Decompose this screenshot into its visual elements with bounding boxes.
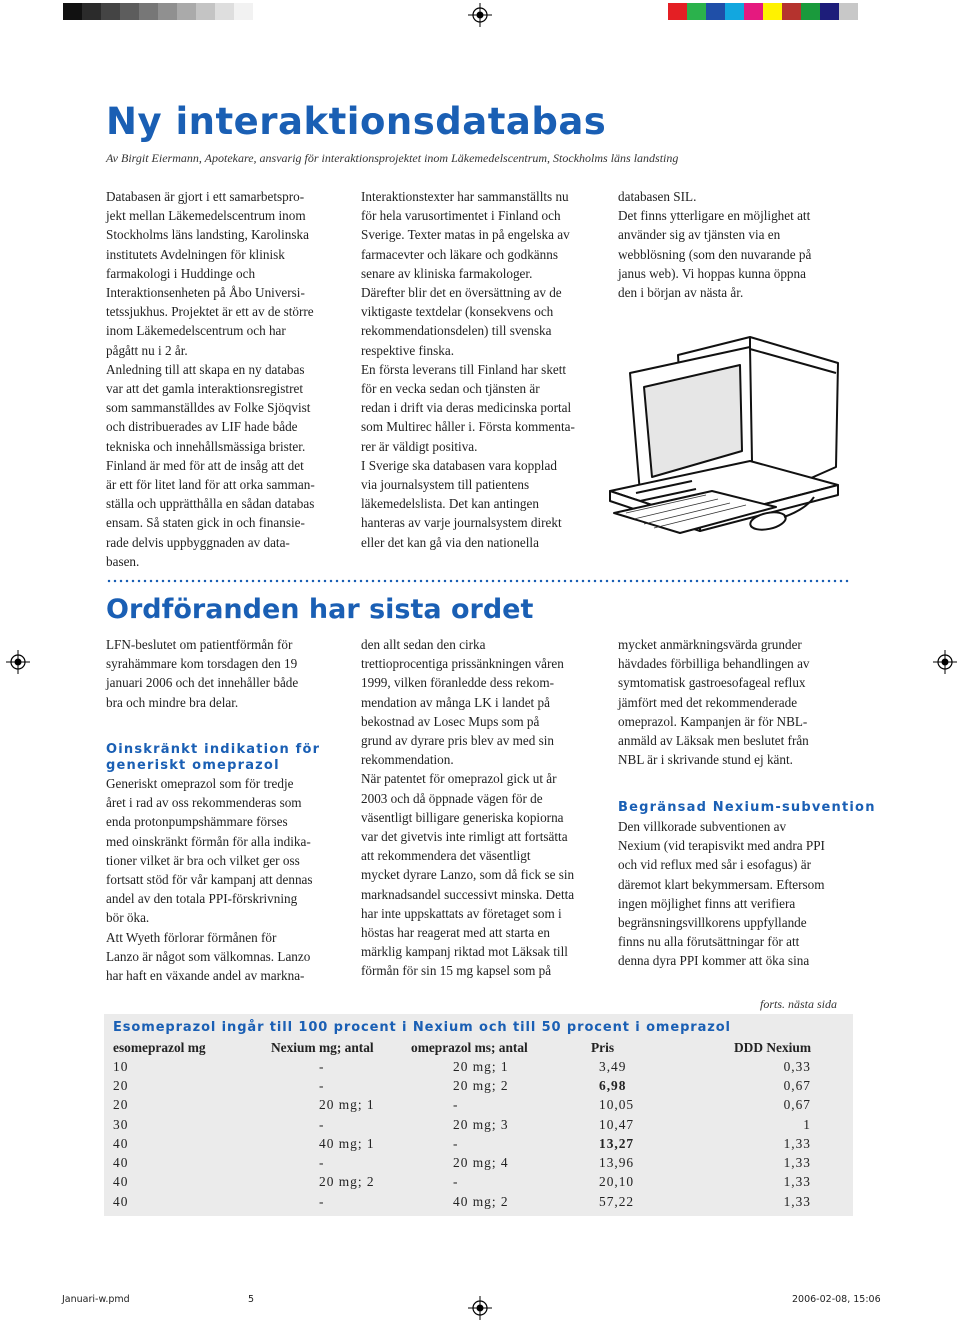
table-cell: 13,27	[599, 1135, 635, 1151]
table-cell: -	[319, 1077, 325, 1093]
text-line: Generiskt omeprazol som för tredje	[106, 776, 294, 791]
table-row	[113, 1115, 811, 1134]
text-line: respektive finska.	[361, 342, 455, 358]
table-cell: 10,47	[599, 1116, 635, 1132]
table-cell: -	[319, 1058, 325, 1074]
table-cell: -	[453, 1135, 459, 1151]
text-line: viktigaste textdelar (konsekvens och	[361, 304, 554, 320]
article2-column-3	[618, 635, 858, 769]
column-header: DDD Nexium	[734, 1039, 811, 1055]
table-cell: 20	[113, 1077, 129, 1093]
text-line: tekniska och innehållsmässiga brister.	[106, 438, 306, 454]
text-line: höstas har reagerat med att starta en	[361, 925, 550, 941]
text-line: mycket dyrare Lanzo, som då fick se sin	[361, 867, 575, 883]
table-cell: 0,67	[783, 1077, 811, 1093]
text-line: rade delvis uppbyggnaden av data-	[106, 534, 290, 550]
table-cell: 10,05	[599, 1097, 635, 1113]
text-line: hävdades förbilliga behandlingen av	[618, 656, 810, 672]
table-cell: 40	[113, 1174, 129, 1190]
text-line: är ett för litet land för att orka samman-	[106, 477, 315, 493]
table-cell: 0,33	[783, 1058, 811, 1074]
text-line: finns nu alla förutsättningar för att	[618, 934, 800, 950]
table-cell: 0,67	[783, 1097, 811, 1113]
text-line: har haft en växande andel av markna-	[106, 968, 305, 984]
text-line: När patentet för omeprazol gick ut år	[361, 771, 557, 787]
table-cell: 1,33	[783, 1135, 811, 1151]
text-line: Anledning till att skapa en ny databas	[106, 361, 305, 377]
text-line: LFN-beslutet om patientförmån för	[106, 637, 293, 652]
table-cell: 6,98	[599, 1077, 627, 1093]
text-line: den allt sedan den cirka	[361, 637, 486, 652]
column-header: Nexium mg; antal	[271, 1039, 374, 1055]
article-column-2	[361, 187, 606, 552]
text-line: janus web). Vi hoppas kunna öppna	[618, 265, 806, 281]
text-line: senare av kliniska farmakologer.	[361, 265, 533, 281]
table-cell: 20 mg; 3	[453, 1116, 509, 1132]
text-line: pågått nu i 2 år.	[106, 342, 188, 358]
text-line: webblösning (som den nuvarande på	[618, 246, 812, 262]
text-line: begränsningsvillkorens uppfyllande	[618, 915, 807, 931]
table-cell: 20 mg; 1	[453, 1058, 509, 1074]
text-line: omeprazol. Kampanjen är för NBL-	[618, 713, 808, 729]
text-line: förmån för sin 15 mg kapsel som på	[361, 963, 552, 979]
table-cell: 40	[113, 1135, 129, 1151]
text-line: mycket anmärkningsvärda grunder	[618, 637, 802, 652]
table-cell: 3,49	[599, 1058, 627, 1074]
text-line: enda protonpumpshämmare förses	[106, 814, 288, 830]
text-line: Stockholms läns landsting, Karolinska	[106, 227, 309, 243]
text-line: och vid reflux med sår i esofagus) är	[618, 857, 811, 873]
article-column-1	[106, 187, 351, 571]
text-line: trettioprocentiga prissänkningen våren	[361, 656, 564, 672]
footer-filename: Januari-w.pmd	[62, 1294, 130, 1305]
article2-column-3-body	[618, 817, 858, 971]
table-row	[113, 1076, 811, 1095]
table-cell: 40 mg; 1	[319, 1135, 375, 1151]
text-line: Interaktionsenheten på Åbo Universi-	[106, 285, 305, 301]
text-line: eller det kan gå via den nationella	[361, 534, 539, 550]
text-line: fortsatt stöd för vår kampanj att dennas	[106, 872, 313, 888]
table-cell: 20 mg; 1	[319, 1097, 375, 1113]
text-line: bör öka.	[106, 910, 150, 926]
table-cell: 1	[803, 1116, 811, 1132]
text-line: via journalsystem till patientens	[361, 477, 530, 493]
article-byline: Av Birgit Eiermann, Apotekare, ansvarig för interaktionsprojektet inom Läkemedelscentrum, Stockholms läns landsting	[106, 151, 679, 165]
text-line: andel av den totala PPI-förskrivning	[106, 891, 298, 907]
table-cell: 57,22	[599, 1193, 635, 1209]
table-cell: -	[453, 1097, 459, 1113]
table-cell: 40 mg; 2	[453, 1193, 509, 1209]
text-line: för en vecka sedan och tjänsten är	[361, 381, 540, 397]
text-line: som Multirec håller i. Första kommenta-	[361, 419, 575, 435]
text-line: bra och mindre bra delar.	[106, 694, 239, 710]
text-line: var att det gamla interaktionsregistret	[106, 381, 304, 397]
price-table	[113, 1038, 811, 1211]
text-line: jämfört med det rekommenderade	[618, 694, 798, 710]
text-line: redan i drift via deras medicinska portal	[361, 400, 572, 416]
text-line: ensam. Så staten gick in och finansie-	[106, 515, 305, 531]
column-header: esomeprazol mg	[113, 1039, 206, 1055]
text-line: anmäld av Läksak men beslutet från	[618, 733, 809, 749]
text-line: I Sverige ska databasen vara kopplad	[361, 457, 557, 473]
table-row	[113, 1057, 811, 1076]
text-line: denna dyra PPI kommer att öka sina	[618, 953, 810, 969]
text-line: väsentligt billigare generiska kopiorna	[361, 809, 564, 825]
text-line: Finland är med för att de insåg att det	[106, 457, 304, 473]
text-line: Att Wyeth förlorar förmånen för	[106, 929, 277, 945]
table-caption: Esomeprazol ingår till 100 procent i Nexium och till 50 procent i omeprazol	[113, 1020, 731, 1035]
text-line: den i början av nästa år.	[618, 285, 744, 301]
text-line: rekommendation.	[361, 752, 454, 768]
registration-mark-icon	[6, 650, 30, 674]
text-line: som sammanställdes av Folke Sjöqvist	[106, 400, 311, 416]
text-line: institutets Avdelningen för klinisk	[106, 246, 285, 262]
footer-timestamp: 2006-02-08, 15:06	[792, 1294, 881, 1305]
text-line: Det finns ytterligare en möjlighet att	[618, 208, 811, 224]
column-header: omeprazol ms; antal	[411, 1039, 528, 1055]
text-line: 1999, vilken föranledde dess rekom-	[361, 675, 554, 691]
text-line: läkemedelslista. Det kan antingen	[361, 496, 539, 512]
text-line: Interaktionstexter har sammanställts nu	[361, 189, 569, 204]
table-cell: 30	[113, 1116, 129, 1132]
table-cell: 20,10	[599, 1174, 635, 1190]
subheading-line: Oinskränkt indikation för	[106, 742, 321, 757]
table-row	[113, 1134, 811, 1153]
text-line: Databasen är gjort i ett samarbetspro-	[106, 189, 305, 204]
text-line: bekostnad av Losec Mups som på	[361, 713, 540, 729]
text-line: Den villkorade subventionen av	[618, 819, 787, 834]
table-cell: 20 mg; 2	[319, 1174, 375, 1190]
grayscale-bar	[63, 3, 253, 20]
article2-column-1	[106, 635, 351, 712]
table-cell: 1,33	[783, 1155, 811, 1171]
subheading: Begränsad Nexium-subvention	[618, 800, 876, 815]
text-line: med oinskränkt förmån för alla indika-	[106, 833, 311, 849]
table-cell: 10	[113, 1058, 129, 1074]
table-header-row	[113, 1038, 811, 1057]
table-cell: -	[319, 1193, 325, 1209]
text-line: syrahämmare kom torsdagen den 19	[106, 656, 298, 672]
table-cell: -	[453, 1174, 459, 1190]
subheading-line: generiskt omeprazol	[106, 758, 280, 773]
column-header: Pris	[591, 1039, 615, 1055]
text-line: symtomatisk gastroesofageal reflux	[618, 675, 806, 691]
article2-column-1-body	[106, 774, 351, 985]
text-line: januari 2006 och det innehåller både	[106, 675, 299, 691]
footer-page-number: 5	[248, 1294, 255, 1305]
text-line: Lanzo är något som välkomnas. Lanzo	[106, 948, 311, 964]
text-line: Därefter blir det en översättning av de	[361, 285, 562, 301]
table-cell: 40	[113, 1155, 129, 1171]
text-line: Nexium (vid terapisvikt med andra PPI	[618, 838, 825, 854]
text-line: använder sig av tjänsten via en	[618, 227, 781, 243]
text-line: var det givetvis inte rimligt att fortsätta	[361, 829, 568, 845]
text-line: En första leverans till Finland har skett	[361, 361, 567, 377]
text-line: inom Läkemedelscentrum och har	[106, 323, 286, 339]
text-line: märklig kampanj riktad mot Läksak till	[361, 944, 568, 960]
table-row	[113, 1153, 811, 1172]
text-line: och distribuerades av LIF hade både	[106, 419, 298, 435]
text-line: grund av dyrare pris blev av med sin	[361, 733, 554, 749]
text-line: farmacevter och läkare och godkänns	[361, 246, 558, 262]
text-line: rekommendationsdelen) till svenska	[361, 323, 552, 339]
article-column-3	[618, 187, 858, 302]
text-line: mendation av många LK i landet på	[361, 694, 550, 710]
text-line: farmakologi i Huddinge och	[106, 265, 256, 281]
text-line: ingen möjlighet finns att verifiera	[618, 895, 796, 911]
table-cell: 40	[113, 1193, 129, 1209]
table-row	[113, 1192, 811, 1211]
dotted-divider	[106, 578, 850, 584]
table-cell: -	[319, 1116, 325, 1132]
section-title: Ordföranden har sista ordet	[106, 594, 534, 625]
registration-mark-icon	[468, 3, 492, 27]
text-line: hanteras av varje journalsystem direkt	[361, 515, 562, 531]
text-line: marknadsandel successivt minska. Detta	[361, 886, 575, 902]
computer-illustration	[600, 325, 850, 535]
registration-mark-icon	[933, 650, 957, 674]
text-line: tetssjukhus. Projektet är ett av de större	[106, 304, 314, 320]
text-line: däremot klart bekymmersam. Eftersom	[618, 876, 825, 892]
table-cell: 1,33	[783, 1174, 811, 1190]
text-line: har inte uppskattats av företaget som i	[361, 905, 562, 921]
table-cell: 20 mg; 2	[453, 1077, 509, 1093]
text-line: rer är väldigt positiva.	[361, 438, 478, 454]
text-line: ställa och upprätthålla en sådan databas	[106, 496, 315, 512]
table-cell: 20 mg; 4	[453, 1155, 509, 1171]
article2-column-2	[361, 635, 606, 981]
text-line: jekt mellan Läkemedelscentrum inom	[106, 208, 306, 224]
text-line: tioner vilket är bra och vilket ger oss	[106, 852, 300, 868]
table-cell: -	[319, 1155, 325, 1171]
continued-note: forts. nästa sida	[760, 997, 838, 1011]
text-line: Sverige. Texter matas in på engelska av	[361, 227, 570, 243]
table-row	[113, 1173, 811, 1192]
registration-mark-icon	[468, 1296, 492, 1320]
text-line: 2003 och då öppnade vägen för de	[361, 790, 543, 806]
text-line: NBL är i skrivande stund ej känt.	[618, 752, 793, 768]
table-cell: 1,33	[783, 1193, 811, 1209]
text-line: för hela varusortimentet i Finland och	[361, 208, 561, 224]
article-title: Ny interaktionsdatabas	[106, 100, 607, 143]
text-line: databasen SIL.	[618, 189, 697, 204]
table-cell: 13,96	[599, 1155, 635, 1171]
text-line: att rekommendera det väsentligt	[361, 848, 531, 864]
subheading	[106, 742, 320, 774]
table-row	[113, 1096, 811, 1115]
color-bar	[668, 3, 858, 20]
text-line: basen.	[106, 553, 140, 569]
text-line: året i rad av oss rekommenderas som	[106, 795, 302, 811]
table-cell: 20	[113, 1097, 129, 1113]
